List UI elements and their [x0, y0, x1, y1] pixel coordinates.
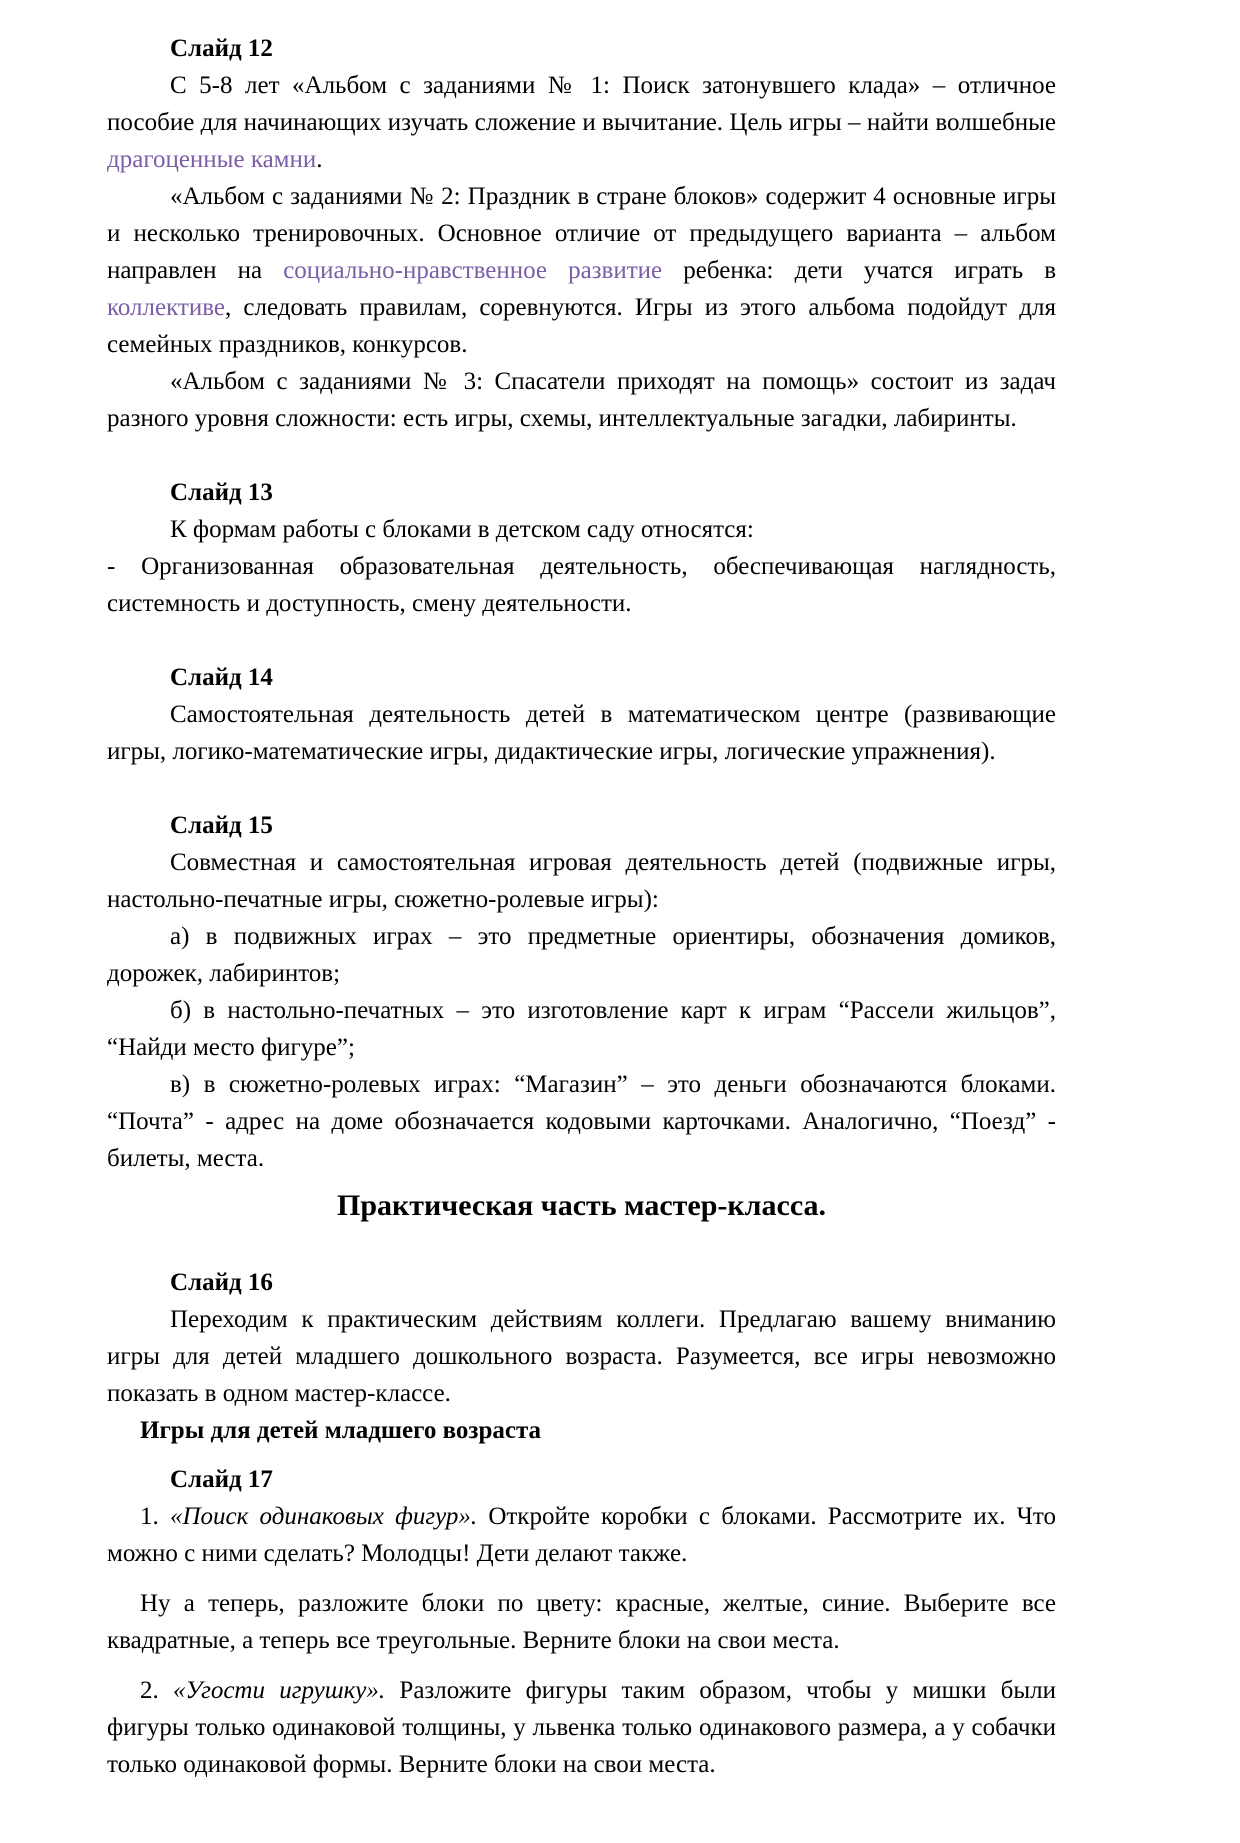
text-run: , следовать правилам, соревнуются. Игры из этого альбома подойдут для семейных праздников, конкурсов.	[107, 294, 1056, 358]
slide17-paragraph-2: Ну а теперь, разложите блоки по цвету: красные, желтые, синие. Выберите все квадратные, а теперь все треугольные. Верните блоки на свои места.	[107, 1590, 1056, 1654]
games-younger-age-subheading: Игры для детей младшего возраста	[140, 1417, 542, 1444]
slide15-list-item-a: а) в подвижных играх – это предметные ориентиры, обозначения домиков, дорожек, лабиринтов;	[107, 923, 1056, 987]
slide16-paragraph-1: Переходим к практическим действиям коллеги. Предлагаю вашему вниманию игры для детей младшего дошкольного возраста. Разумеется, все игры невозможно показать в одном мастер-классе.	[107, 1306, 1056, 1407]
slide-title-14: Слайд 14	[170, 664, 273, 691]
slide17-paragraph-1	[107, 1498, 1056, 1572]
slide12-paragraph-2	[107, 178, 1056, 363]
game-title: «Угости игрушку».	[173, 1677, 386, 1704]
slide13-paragraph-2: - Организованная образовательная деятельность, обеспечивающая наглядность, системность и доступность, смену деятельности.	[107, 553, 1056, 617]
slide-title-17: Слайд 17	[170, 1466, 273, 1493]
slide14-paragraph-1: Самостоятельная деятельность детей в математическом центре (развивающие игры, логико-математические игры, дидактические игры, логические упражнения).	[107, 701, 1056, 765]
text-run: .	[316, 146, 323, 173]
slide15-list-item-v: в) в сюжетно-ролевых играх: “Магазин” – это деньги обозначаются блоками. “Почта” - адрес на доме обозначается кодовыми карточками. Аналогично, “Поезд” - билеты, места.	[107, 1071, 1056, 1172]
text-run: «Альбом с заданиями № 2: Праздник в стране блоков» содержит 4 основные игры и несколько тренировочных. Основное отличие от предыдущего варианта – альбом направлен на	[107, 183, 1056, 284]
list-number: 1.	[140, 1503, 170, 1530]
slide15-list-item-b: б) в настольно-печатных – это изготовление карт к играм “Рассели жильцов”, “Найди место фигуре”;	[107, 997, 1056, 1061]
text-run: Откройте коробки с блоками. Рассмотрите их. Что можно с ними сделать? Молодцы! Дети делают также.	[107, 1503, 1057, 1567]
text-run: Разложите фигуры таким образом, чтобы у мишки были фигуры только одинаковой толщины, у львенка только одинакового размера, а у собачки только одинаковой формы. Верните блоки на свои места.	[107, 1677, 1057, 1778]
slide-title-15: Слайд 15	[170, 812, 273, 839]
slide17-paragraph-3	[107, 1672, 1056, 1783]
text-run: ребенка: дети учатся играть в	[662, 257, 1057, 284]
game-title: «Поиск одинаковых фигур».	[169, 1503, 478, 1530]
practical-part-heading: Практическая часть мастер-класса.	[336, 1189, 827, 1222]
list-number: 2.	[140, 1677, 173, 1704]
slide-title-13: Слайд 13	[170, 479, 273, 506]
highlighted-phrase: социально-нравственное развитие	[283, 257, 663, 284]
highlighted-phrase: драгоценные камни	[107, 146, 317, 173]
slide15-paragraph-1: Совместная и самостоятельная игровая деятельность детей (подвижные игры, настольно-печатные игры, сюжетно-ролевые игры):	[107, 849, 1056, 913]
slide13-paragraph-1: К формам работы с блоками в детском саду относятся:	[170, 516, 754, 543]
slide12-paragraph-1	[107, 67, 1056, 178]
slide-title-12: Слайд 12	[170, 35, 273, 62]
slide12-paragraph-3: «Альбом с заданиями № 3: Спасатели приходят на помощь» состоит из задач разного уровня сложности: есть игры, схемы, интеллектуальные загадки, лабиринты.	[107, 368, 1056, 432]
highlighted-phrase: коллективе	[107, 294, 225, 321]
text-run: С 5-8 лет «Альбом с заданиями № 1: Поиск затонувшего клада» – отличное пособие для начинающих изучать сложение и вычитание. Цель игры – найти волшебные	[107, 72, 1056, 136]
slide-title-16: Слайд 16	[170, 1269, 273, 1296]
